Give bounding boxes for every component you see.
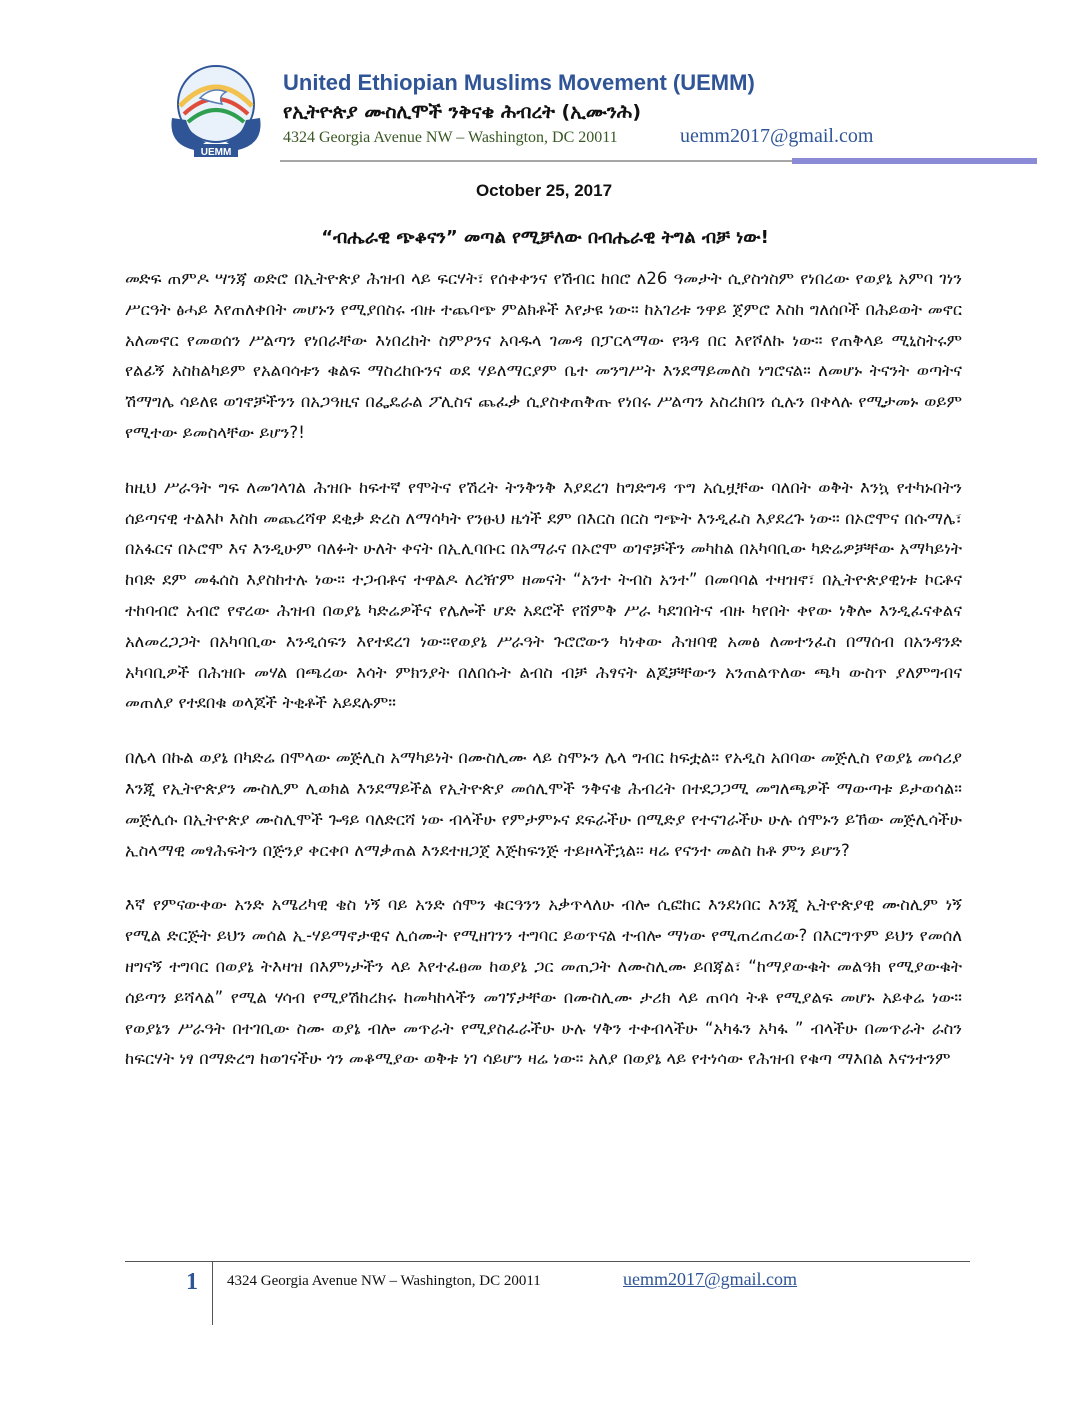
header-address: 4324 Georgia Avenue NW – Washington, DC 20011 — [283, 129, 618, 146]
org-name-english: United Ethiopian Muslims Movement (UEMM) — [283, 70, 755, 95]
footer-vertical-divider — [212, 1261, 213, 1325]
header-email[interactable]: uemm2017@gmail.com — [680, 125, 874, 147]
header-accent-bar — [792, 158, 1037, 164]
document-body — [125, 264, 962, 1099]
footer-address: 4324 Georgia Avenue NW – Washington, DC 20011 — [227, 1273, 541, 1289]
page-number: 1 — [186, 1269, 198, 1295]
body-paragraph: ከዚህ ሥራዓት ግፍ ለመገላገል ሕዝቡ ከፍተኛ የሞትና የሽረት ትንቅንቅ እያደረገ ከግድግዳ ጥግ አሲዟቸው ባለበት ወቅት እንኳ የተካኑበትን ሰይጣናዊ ተልእኮ እስከ መጨረሻዋ ደቂቃ ድረስ ለማሳካት የንፁህ ዜጎች ደም በእርስ በርስ ግጭት እንዲፈስ እያደረጉ ነው። በኦሮሞና በሱማሌ፣ በአፋርና በኦሮሞ እና እንዲሁም ባለፉት ሁለት ቀናት በኢሊባቡር በአማራና በኦሮሞ ወገኖቻችን መካከል በአካባቢው ካድሬዎቻቸው አማካይነት ከባድ ደም መፋሰስ እያስከተሉ ነው። ተጋብቶና ተዋልዶ ለረዥም ዘመናት “አንተ ትብስ አንተ” በመባባል ተዛዝኖ፣ በኢትዮጵያዊነቱ ኮርቶና ተከባብሮ አብሮ የኖረው ሕዝብ በወያኔ ካድሬዎችና የሌሎች ሆድ አደሮች የሸምቅ ሥራ ካደገበትና ብዙ ካየበት ቀየው ነቅሎ እንዲፈናቀልና አለመረጋጋት በአካባቢው እንዲሰፍን እየተደረገ ነው።የወያኔ ሥራዓት ጉሮሮውን ካነቀው ሕዝባዊ አመፅ ለመተንፈስ በማሰብ በአንዳንድ አካባቢዎች በሕዝቡ መሃል በጫረው እሳት ምክንያት በለበሱት ልብስ ብቻ ሕፃናት ልጆቻቸውን አንጠልጥለው ጫካ ውስጥ ያለምግብና መጠለያ የተደበቁ ወላጆች ትቂቶች አይደሉም። — [125, 477, 962, 713]
footer-divider — [125, 1261, 970, 1262]
document-date: October 25, 2017 — [475, 181, 613, 200]
footer-email-link[interactable]: uemm2017@gmail.com — [623, 1269, 798, 1289]
uemm-logo — [160, 58, 272, 162]
org-name-amharic: የኢትዮጵያ ሙስሊሞች ንቅናቄ ሕብረት (ኢሙንሕ) — [283, 101, 642, 123]
logo-text: UEMM — [200, 147, 232, 158]
document-headline: “ብሔራዊ ጭቆናን” መጣል የሚቻለው በብሔራዊ ትግል ብቻ ነው! — [321, 227, 769, 248]
logo-emblem-icon — [160, 58, 272, 162]
body-paragraph: መድፍ ጠምዶ ሣንጃ ወድሮ በኢትዮጵያ ሕዝብ ላይ ፍርሃት፣ የሰቀቀንና የሽብር ከበሮ ለ26 ዓመታት ሲያስጎስም የነበረው የወያኔ አምባ ገነን ሥርዓት ፅሓይ እየጠለቀበት መሆኑን የሚያበስሩ ብዙ ተጨባጭ ምልክቶች እየታዩ ነው። ከአገሪቱ ንዋይ ጀምሮ እስከ ግለሰቦች በሕይወት መኖር አለመኖር የመወሰን ሥልጣን የነበራቸው እነበረከት ስምዖንና አባዱላ ገመዳ በፓርላማው የጓዳ በር እየሾለኩ ነው። የጠቅላይ ሚኒስትሩም የልፊኝ አስከልካይም የአልባሳቱን ቁልፍ ማስረከቡንና ወደ ሃይለማርያም ቤተ መንግሥት እንደማይመለስ ነግሮናል። ለመሆኑ ትናንት ወጣትና ሽማግሌ ሳይለዩ ወገኖቻችንን በአጋዓዚና በፌዴራል ፖሊስና ጨፈቃ ሲያስቀጠቅጡ የነበሩ ሥልጣን አስረክበን ሲሉን በቀላሉ የሚታመኑ ወይም የሚተው ይመስላቸው ይሆን?! — [125, 269, 962, 442]
body-paragraph: እኛ የምናውቀው አንድ አሜሪካዊ ቄስ ነኝ ባይ አንድ ሰሞን ቁርዓንን አቃጥላለሁ ብሎ ሲፎከር እንደነበር እንጂ ኢትዮጵያዊ ሙስሊም ነኝ የሚል ድርጅት ይህን መሰል ኢ-ሃይማኖታዊና ሊሰሙት የሚዘገንን ተግባር ይወጥናል ተብሎ ማነው የሚጠረጠረው? በእርግጥም ይህን የመሰለ ዘግናኝ ተግባር በወያኔ ትእዛዝ በእምነታችን ላይ እየተፈፀመ ከወያኔ ጋር መጠጋት ለሙስሊሙ ይበጃል፣ “ከማያውቁት መልዓክ የሚያውቁት ሰይጣን ይሻላል” የሚል ሃሳብ የሚያሽከረክሩ ከመካከላችን መገኘታቸው በሙስሊሙ ታሪክ ላይ ጠባሳ ትቶ የሚያልፍ መሆኑ አይቀሬ ነው። የወያኔን ሥራዓት በተገቢው ስሙ ወያኔ ብሎ መጥራት የሚያስፈራችሁ ሁሉ ሃቅን ተቀብላችሁ “አካፋን አካፋ ” ብላችሁ በመጥራት ራስን ከፍርሃት ነፃ በማድረግ ከወገናችሁ ጎን መቆሚያው ወቅቱ ነገ ሳይሆን ዛሬ ነው። አለያ በወያኔ ላይ የተነሳው የሕዝብ የቁጣ ማእበል እናንተንም — [125, 895, 962, 1069]
body-paragraph: በሌላ በኩል ወያኔ በካድሬ በሞላው መጅሊስ አማካይነት በሙስሊሙ ላይ ስሞኑን ሌላ ግብር ከፍቷል። የአዲስ አበባው መጅሊስ የወያኔ መሳሪያ እንጂ የኢትዮጵያን ሙስሊም ሊወክል እንደማይችል የኢትዮጵያ መሰሊሞች ንቅናቄ ሕብረት በተደጋጋሚ መግለጫዎች ማውጣቱ ይታወሳል። መጅሊሱ በኢትዮጵያ ሙስሊሞች ጉዳይ ባለድርሻ ነው ብላችሁ የምታምኑና ደፍራችሁ በሚድያ የተናገራችሁ ሁሉ ሰሞኑን ይኸው መጅሊሳችሁ ኢስላማዊ መፃሕፍትን በጅንያ ቀርቀቦ ለማቃጠል እንደተዘጋጀ እጅከፍንጅ ተይዞላችኋል። ዛሬ የናንተ መልስ ከቶ ምን ይሆን? — [125, 748, 962, 860]
